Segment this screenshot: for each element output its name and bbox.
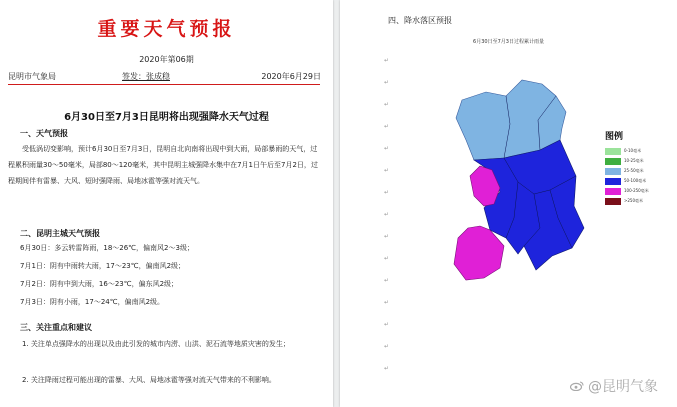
paragraph-mark-icon: ↵ — [384, 299, 390, 306]
legend-label: 100-250毫米 — [624, 188, 649, 193]
document-page-right — [340, 0, 677, 407]
paragraph-mark-icon: ↵ — [384, 57, 390, 64]
daily-forecast-line: 7月1日：阴有中雨转大雨，17～23℃，偏南风2级； — [20, 262, 186, 270]
bulletin-title: 重要天气预报 — [97, 18, 236, 40]
paragraph-mark-icon: ↵ — [384, 101, 390, 108]
legend-swatch — [605, 198, 621, 205]
watermark-text: @昆明气象 — [588, 379, 658, 395]
paragraph-mark-icon: ↵ — [384, 211, 390, 218]
legend-label: 50-100毫米 — [624, 178, 647, 183]
legend-item — [605, 196, 665, 206]
legend-item — [605, 176, 665, 186]
issue-number: 2020年第06期 — [139, 55, 194, 64]
document-page-left — [0, 0, 333, 407]
section-heading-forecast: 一、天气预报 — [20, 129, 68, 138]
paragraph-mark-icon: ↵ — [384, 79, 390, 86]
bulletin-headline: 6月30日至7月3日昆明将出现强降水天气过程 — [64, 112, 269, 123]
section-heading-rain-zones: 四、降水落区预报 — [388, 16, 452, 25]
issuing-bureau: 昆明市气象局 — [8, 72, 56, 81]
section-heading-advice: 三、关注重点和建议 — [20, 323, 92, 332]
paragraph-mark-icon: ↵ — [384, 233, 390, 240]
signer: 签发：张成稳 — [122, 72, 170, 81]
legend-item — [605, 156, 665, 166]
weibo-watermark — [570, 376, 658, 396]
legend-item — [605, 146, 665, 156]
paragraph-mark-icon: ↵ — [384, 277, 390, 284]
map-legend — [605, 129, 665, 206]
legend-label: 25-50毫米 — [624, 168, 644, 173]
legend-swatch — [605, 158, 621, 165]
legend-title: 图例 — [605, 132, 624, 142]
legend-label: 10-25毫米 — [624, 158, 644, 163]
paragraph-mark-icon: ↵ — [384, 255, 390, 262]
forecast-paragraph: 受低涡切变影响，预计6月30日至7月3日，昆明自北向南将出现中到大雨，局部暴雨的天气，过程累积雨量30～50毫米，局部80～120毫米，其中昆明主城强降水集中在7月1日午后至7月2日，过程期间伴有雷暴、大风、短时强降雨、局地冰雹等强对流天气。 — [8, 145, 318, 185]
issue-date: 2020年6月29日 — [261, 72, 321, 81]
section-heading-city-forecast: 二、昆明主城天气预报 — [20, 229, 100, 238]
legend-swatch — [605, 188, 621, 195]
legend-swatch — [605, 178, 621, 185]
paragraph-mark-icon: ↵ — [384, 167, 390, 174]
paragraph-mark-icon: ↵ — [384, 189, 390, 196]
map-caption: 6月30日至7月3日过程累计雨量 — [473, 39, 544, 45]
legend-item — [605, 166, 665, 176]
legend-swatch — [605, 148, 621, 155]
daily-forecast-line: 7月3日：阴有小雨，17～24℃，偏南风2级。 — [20, 298, 165, 306]
daily-forecast-line: 7月2日：阴有中到大雨，16～23℃，偏东风2级； — [20, 280, 179, 288]
paragraph-mark-icon: ↵ — [384, 365, 390, 372]
paragraph-mark-icon: ↵ — [384, 343, 390, 350]
legend-swatch — [605, 168, 621, 175]
paragraph-mark-icon: ↵ — [384, 145, 390, 152]
map-zone-100-250-southwest — [454, 226, 504, 280]
legend-label: >250毫米 — [624, 198, 643, 203]
rainfall-map — [444, 78, 594, 288]
paragraph-mark-icon: ↵ — [384, 123, 390, 130]
paragraph-mark-icon: ↵ — [384, 321, 390, 328]
advice-item: 2. 关注降雨过程可能出现的雷暴、大风、局地冰雹等强对流天气带来的不利影响。 — [22, 376, 276, 384]
advice-item: 1. 关注单点强降水的出现以及由此引发的城市内涝、山洪、泥石流等地质灾害的发生； — [22, 340, 290, 348]
legend-item — [605, 186, 665, 196]
header-divider — [8, 84, 320, 85]
weibo-logo-icon — [570, 381, 584, 391]
legend-label: 0-10毫米 — [624, 148, 642, 153]
paragraph-marks-column — [384, 50, 396, 380]
daily-forecast-line: 6月30日：多云转雷阵雨，18～26℃，偏南风2～3级； — [20, 244, 194, 252]
